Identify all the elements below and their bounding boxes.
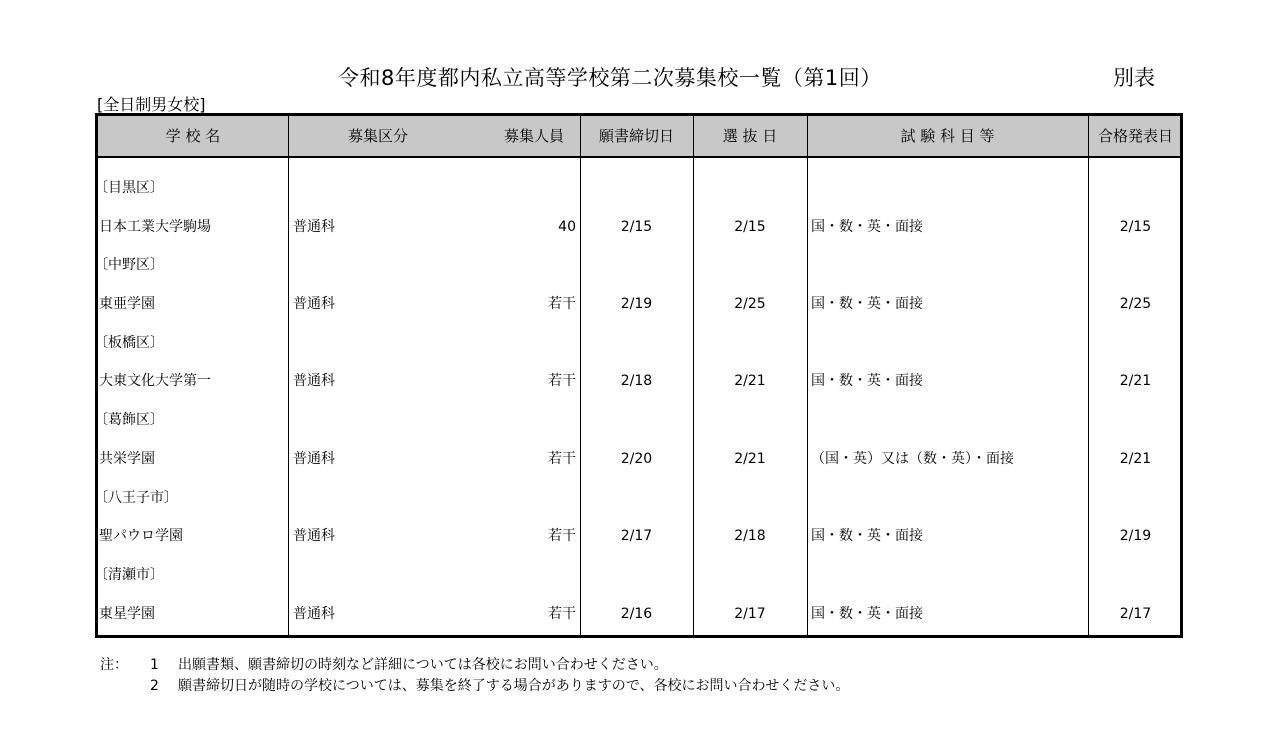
page-title: 令和8年度都内私立高等学校第二次募集校一覧（第1回） (338, 66, 882, 90)
header-selection: 選 抜 日 (722, 127, 778, 145)
announcement-date: 2/25 (1119, 296, 1152, 313)
announcement-date: 2/19 (1119, 528, 1152, 545)
subjects: 国・数・英・面接 (811, 528, 923, 545)
selection-date: 2/21 (734, 373, 766, 390)
subjects: 国・数・英・面接 (811, 605, 923, 622)
note-number: 2 (150, 678, 159, 694)
school-name: 共栄学園 (99, 450, 155, 467)
note-number: 1 (150, 657, 159, 673)
division: 普通科 (293, 450, 335, 467)
deadline: 2/20 (620, 450, 653, 467)
district-name: 〔目黒区〕 (94, 180, 164, 196)
note-text: 出願書類、願書締切の時刻など詳細については各校にお問い合わせください。 (178, 657, 668, 673)
district-row (94, 479, 1180, 518)
school-name: 東星学園 (99, 605, 155, 622)
capacity: 若干 (548, 450, 576, 467)
header-subjects: 試 験 科 目 等 (900, 127, 995, 145)
district-name: 〔清瀬市〕 (94, 566, 164, 583)
selection-date: 2/17 (734, 605, 766, 622)
notes (100, 655, 849, 697)
capacity: 40 (558, 218, 576, 235)
division: 普通科 (293, 528, 335, 545)
district-name: 〔板橋区〕 (94, 334, 164, 351)
subjects: （国・英）又は（数・英）・面接 (811, 450, 1014, 467)
table-row (98, 517, 1180, 556)
announcement-date: 2/21 (1119, 373, 1152, 390)
selection-date: 2/18 (734, 528, 766, 545)
table-row (98, 208, 1180, 247)
header-division: 募集区分 (347, 127, 408, 145)
capacity: 若干 (548, 528, 576, 545)
deadline: 2/18 (620, 373, 653, 390)
table-body (94, 169, 1180, 633)
selection-date: 2/21 (734, 450, 766, 467)
school-name: 日本工業大学駒場 (99, 218, 211, 235)
category-label: [全日制男女校] (97, 95, 206, 114)
table-row (98, 595, 1180, 634)
table-row (98, 440, 1180, 479)
note-text: 願書締切日が随時の学校については、募集を終了する場合がありますので、各校にお問い合わせください。 (178, 678, 850, 694)
notes-label: 注： (100, 657, 128, 673)
header-capacity: 募集人員 (503, 127, 564, 145)
school-name: 東亜学園 (99, 296, 155, 313)
capacity: 若干 (548, 605, 576, 622)
capacity: 若干 (548, 296, 576, 313)
subjects: 国・数・英・面接 (811, 296, 923, 313)
district-name: 〔葛飾区〕 (94, 412, 164, 429)
selection-date: 2/15 (734, 218, 766, 235)
division: 普通科 (293, 218, 335, 235)
announcement-date: 2/17 (1119, 605, 1152, 622)
selection-date: 2/25 (734, 296, 766, 313)
district-row (94, 169, 1180, 208)
district-name: 〔中野区〕 (94, 257, 164, 274)
annex-label: 別表 (1113, 66, 1155, 90)
subjects: 国・数・英・面接 (811, 218, 923, 235)
division: 普通科 (293, 605, 335, 622)
header-announcement: 合格発表日 (1097, 127, 1173, 145)
announcement-date: 2/15 (1119, 218, 1152, 235)
district-row (94, 556, 1180, 595)
table-header (98, 116, 1180, 158)
note-item (100, 676, 849, 697)
school-name: 大東文化大学第一 (99, 373, 211, 390)
school-table (95, 113, 1183, 638)
deadline: 2/15 (620, 218, 653, 235)
deadline: 2/19 (620, 296, 653, 313)
division: 普通科 (293, 373, 335, 390)
school-name: 聖パウロ学園 (99, 528, 183, 545)
district-name: 〔八王子市〕 (94, 489, 178, 506)
header-school: 学 校 名 (165, 127, 221, 145)
district-row (94, 324, 1180, 363)
header-deadline: 願書締切日 (598, 127, 674, 145)
table-row (98, 285, 1180, 324)
note-item (100, 655, 849, 676)
district-row (94, 246, 1180, 285)
division: 普通科 (293, 296, 335, 313)
subjects: 国・数・英・面接 (811, 373, 923, 390)
district-row (94, 401, 1180, 440)
announcement-date: 2/21 (1119, 450, 1152, 467)
deadline: 2/17 (620, 528, 653, 545)
table-row (98, 362, 1180, 401)
capacity: 若干 (548, 373, 576, 390)
deadline: 2/16 (620, 605, 653, 622)
